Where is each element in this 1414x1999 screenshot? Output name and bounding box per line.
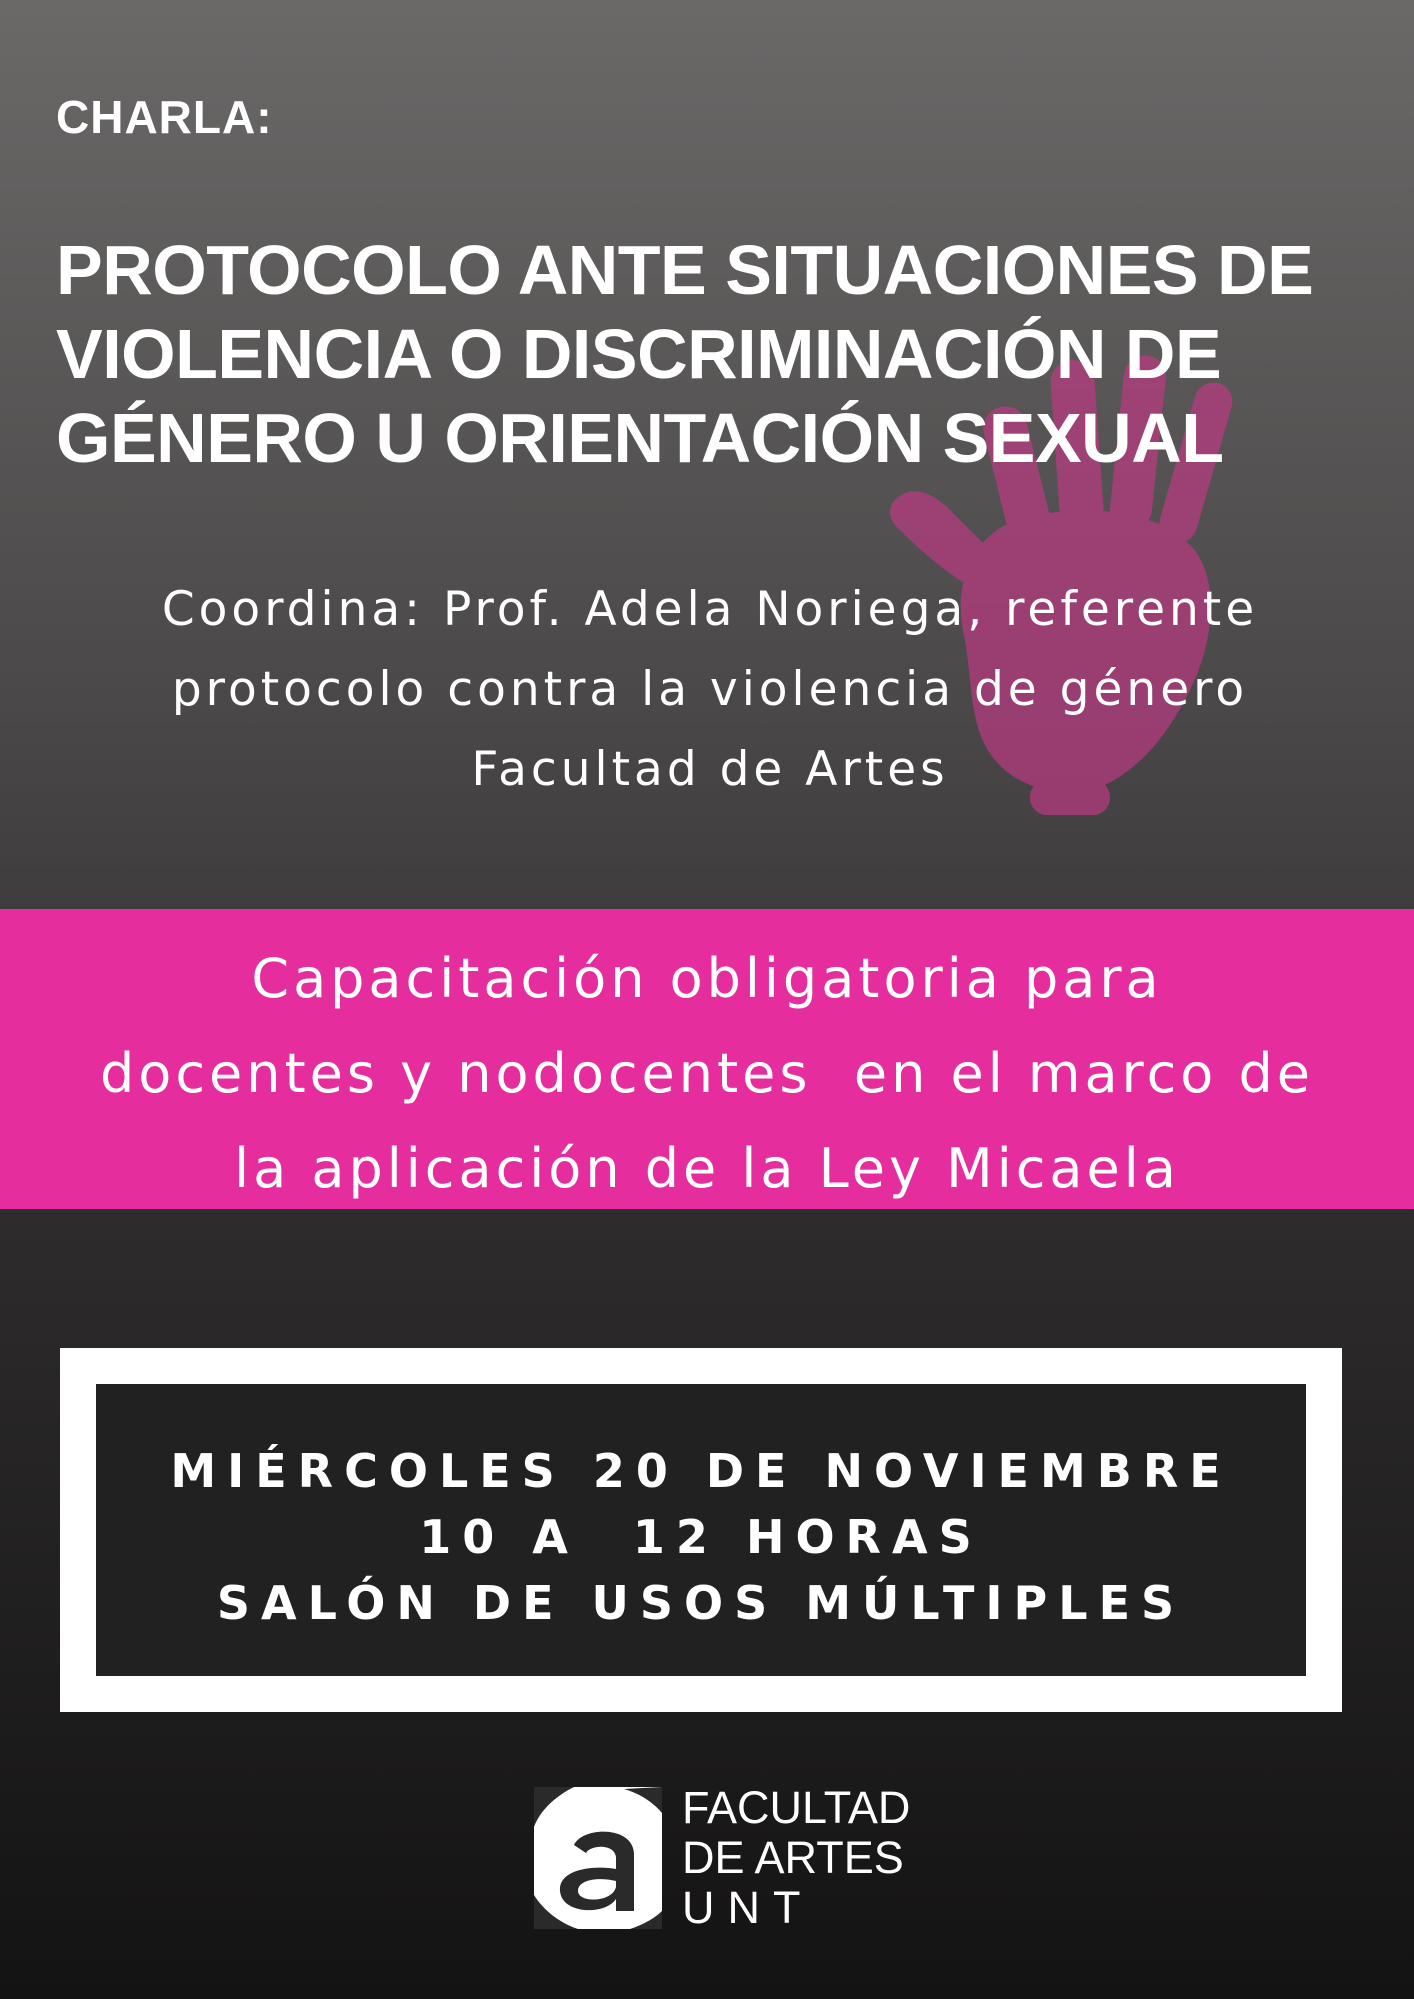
page-title [56,228,1376,480]
event-details [96,1438,1306,1636]
logo-line: UNT [682,1882,814,1933]
coordinator-info [60,570,1360,810]
coordinator-line: protocolo contra la violencia de género [171,662,1249,717]
title-line: GÉNERO U ORIENTACIÓN SEXUAL [56,399,1224,477]
logo-line: DE ARTES [682,1832,904,1883]
event-location: SALÓN DE USOS MÚLTIPLES [216,1576,1186,1630]
faculty-logo [534,1783,954,1933]
event-details-frame [60,1348,1342,1712]
title-line: VIOLENCIA O DISCRIMINACIÓN DE [56,315,1222,393]
banner-line: Capacitación obligatoria para [251,947,1163,1010]
banner-line: docentes y nodocentes en el marco de [100,1042,1314,1105]
event-details-box [96,1384,1306,1676]
logo-text [682,1783,910,1933]
training-text [0,931,1414,1216]
event-time: 10 A 12 HORAS [419,1510,983,1564]
training-banner [0,909,1414,1209]
event-date: MIÉRCOLES 20 DE NOVIEMBRE [170,1444,1232,1498]
facultad-artes-a-logo [534,1787,662,1929]
title-line: PROTOCOLO ANTE SITUACIONES DE [56,231,1314,309]
banner-line: la aplicación de la Ley Micaela [234,1137,1180,1200]
coordinator-line: Facultad de Artes [471,742,949,797]
logo-line: FACULTAD [682,1782,911,1833]
kicker-label: CHARLA: [56,91,273,143]
coordinator-line: Coordina: Prof. Adela Noriega, referente [161,582,1259,637]
